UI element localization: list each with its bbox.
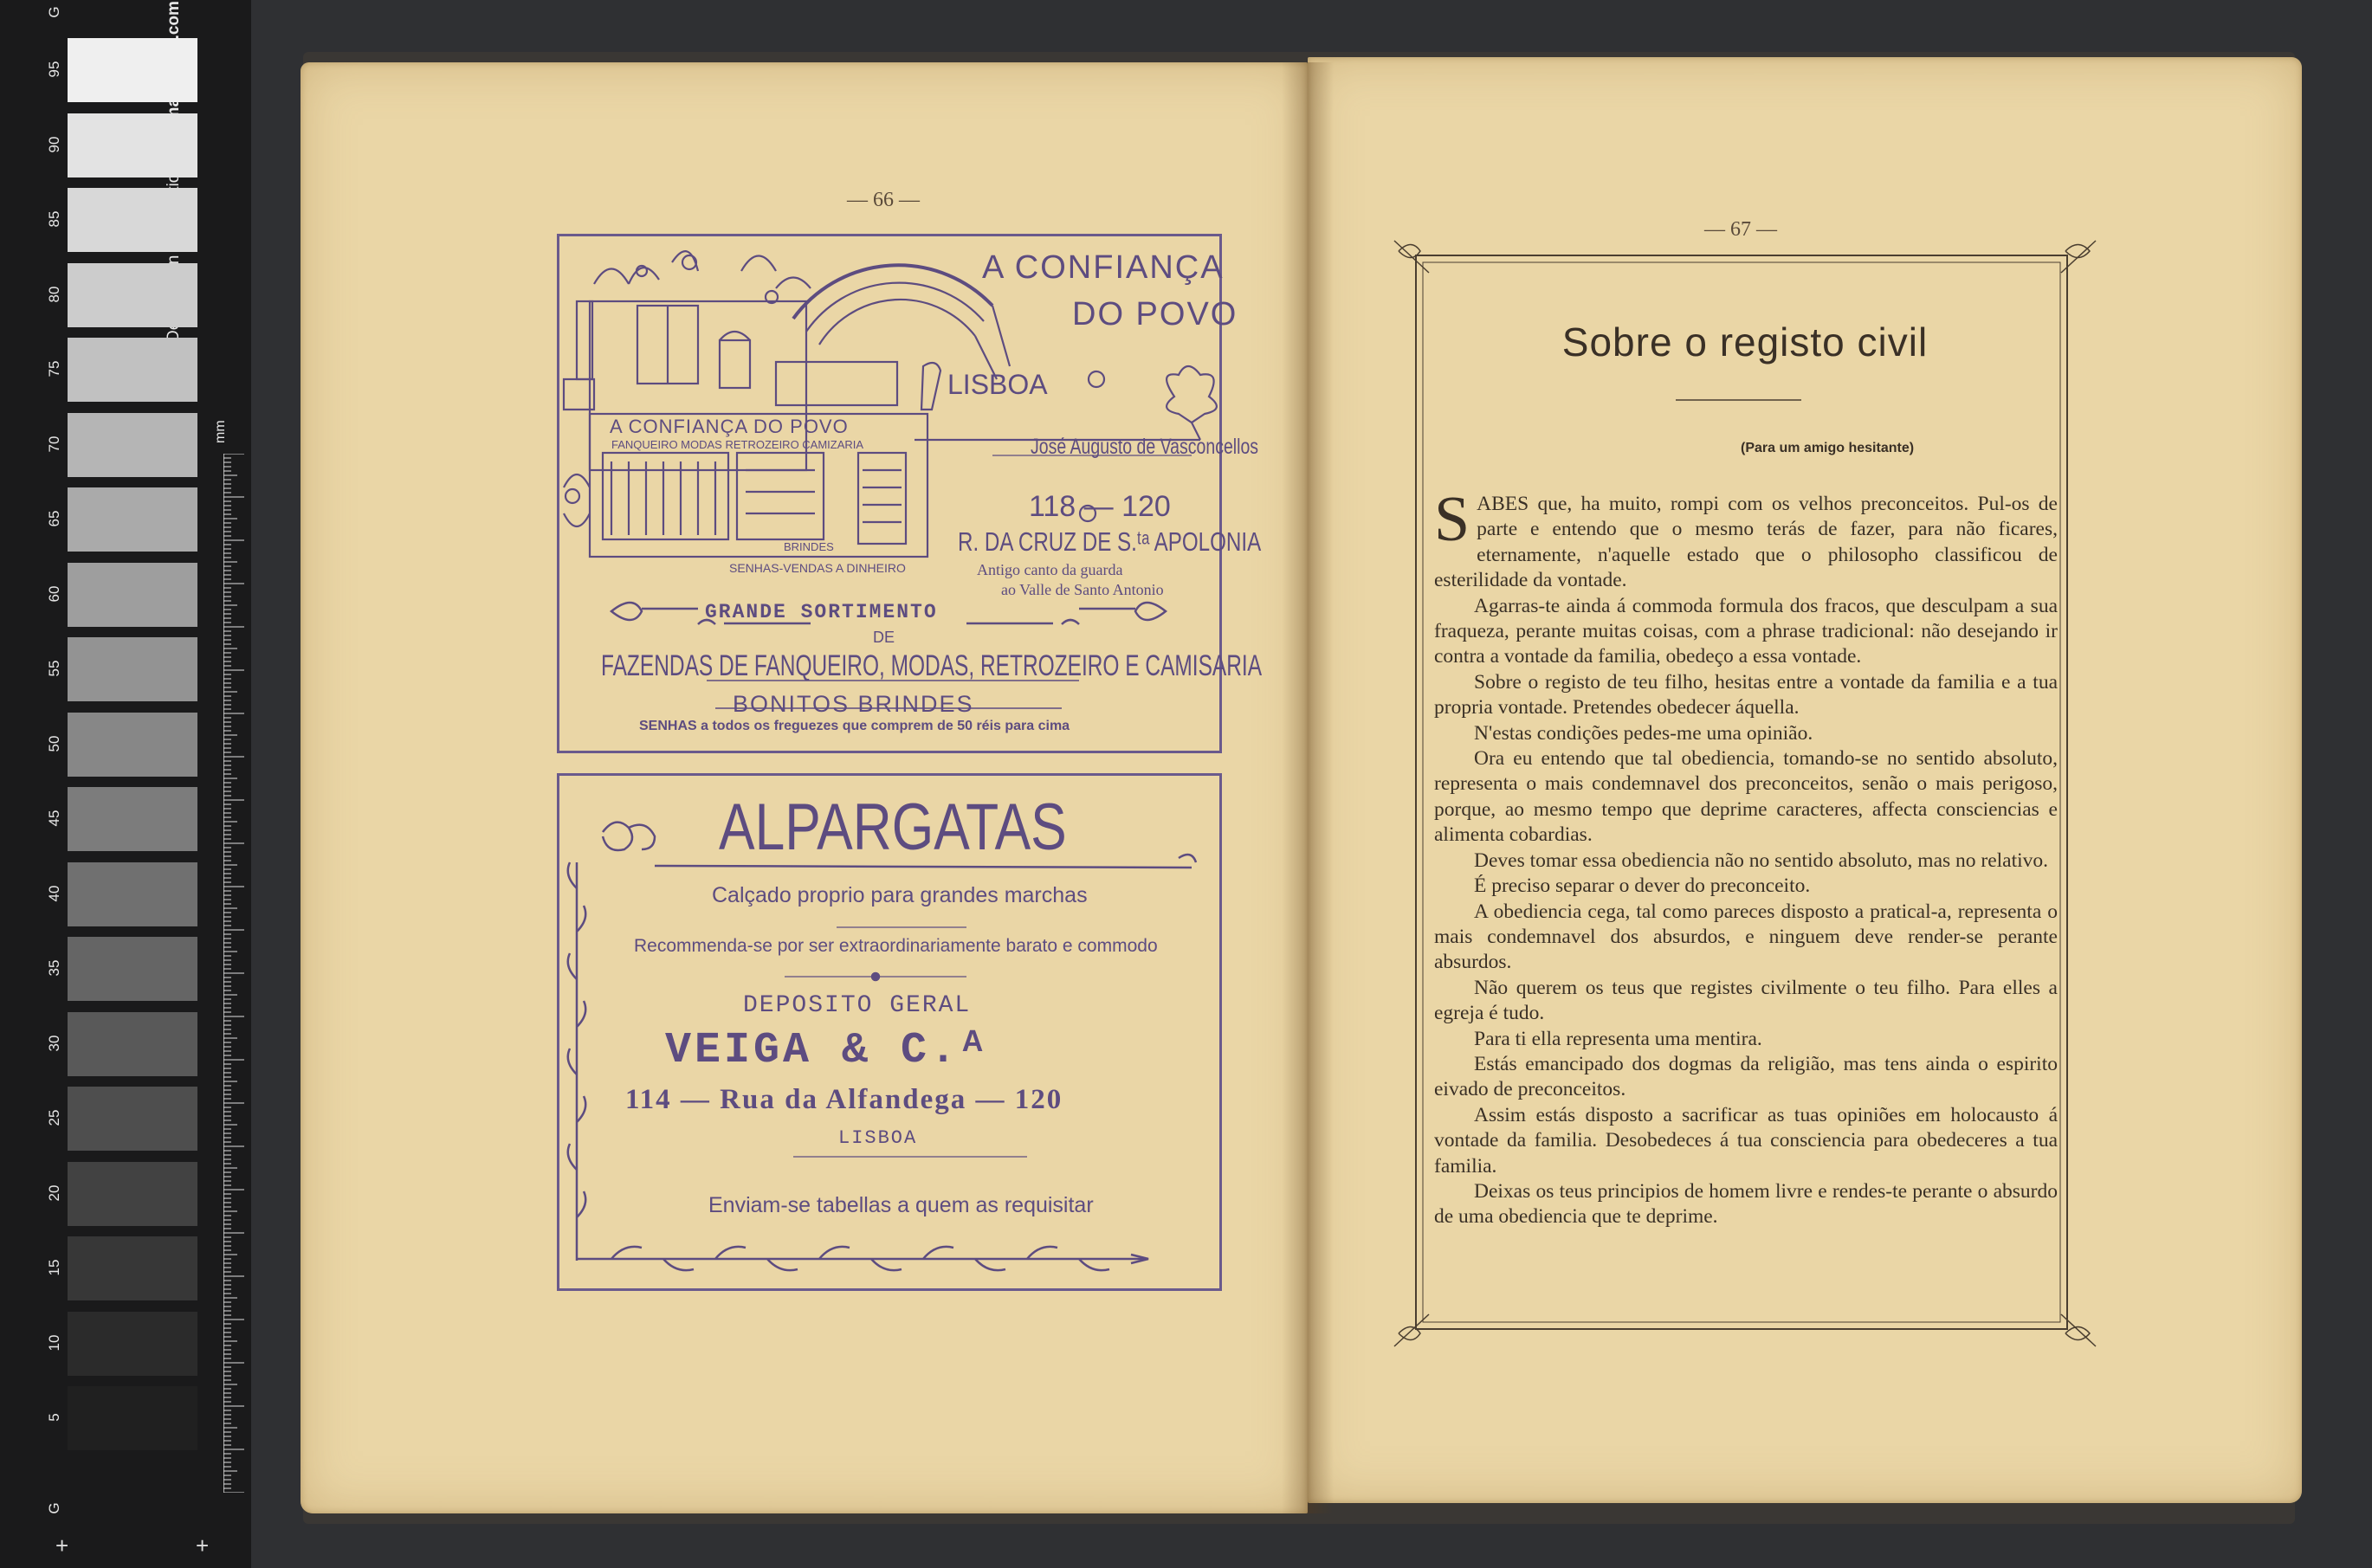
registration-mark-left: + (55, 1533, 69, 1558)
color-calibration-strip (0, 0, 251, 1568)
paragraph-7: É preciso separar o dever do preconceito. (1474, 874, 1811, 898)
book-gutter (1282, 62, 1334, 1513)
swatch-label: 30 (46, 1035, 62, 1051)
ad1-gifts: BONITOS BRINDES (733, 691, 974, 717)
swatch-label: 40 (46, 885, 62, 901)
swatch-label: 90 (46, 136, 62, 152)
article-subtitle: (Para um amigo hesitante) (1741, 441, 1915, 455)
swatch-label: 85 (46, 210, 62, 228)
ad1-banner-de: DE (873, 629, 895, 646)
gray-swatch (68, 338, 197, 402)
paragraph-8: A obediencia cega, tal como pareces disposto a pratical-a, representa o mais condemnavel dos absurdos, e ninguem deve render-se perante absurdos. (1434, 900, 2058, 974)
swatch-label: 75 (46, 360, 62, 377)
swatch-label: 95 (46, 61, 62, 78)
swatch-label: 55 (46, 660, 62, 677)
gray-swatch (68, 188, 197, 252)
ad1-brindes-sign: BRINDES (784, 540, 834, 553)
gray-swatch (68, 862, 197, 926)
gray-swatch (68, 113, 197, 177)
swatch-label: 65 (46, 510, 62, 527)
gray-swatch (68, 1087, 197, 1151)
swatch-label: 10 (46, 1334, 62, 1351)
paragraph-2: Agarras-te ainda á commoda formula dos fracos, que desculpam a sua fraqueza, perante muitas coisas, com a phrase tradicional: não desejando ir contra a vontade da familia, obedeço a essa vontade. (1434, 594, 2058, 668)
ad1-locator2: ao Valle de Santo Antonio (1001, 581, 1164, 598)
page-number-right: — 67 — (1704, 218, 1777, 241)
ad1-city-sign: LISBOA (947, 369, 1048, 400)
gray-swatch (68, 937, 197, 1001)
paragraph-9: Não querem os teus que registes civilmente o teu filho. Para elles a egreja é tudo. (1434, 976, 2058, 1025)
ad1-owner: José Augusto de Vasconcellos (1031, 435, 1259, 459)
ad1-locator1: Antigo canto da guarda (977, 561, 1123, 578)
swatch-label: 5 (46, 1413, 62, 1422)
strip-top-label: G (46, 6, 62, 18)
strip-bottom-label: G (46, 1502, 62, 1514)
gray-swatch (68, 263, 197, 327)
ad1-fineprint: SENHAS a todos os freguezes que comprem de 50 réis para cima (639, 719, 1070, 733)
mm-ruler (223, 454, 248, 1493)
gray-swatch (68, 637, 197, 701)
ad1-shop-subsign: FANQUEIRO MODAS RETROZEIRO CAMIZARIA (611, 438, 864, 451)
swatch-label: 15 (46, 1259, 62, 1276)
swatch-label: 70 (46, 436, 62, 452)
drop-cap: S (1434, 484, 1470, 555)
gray-swatch (68, 38, 197, 102)
ad1-number: 118 — 120 (1029, 490, 1171, 523)
paragraph-5: Ora eu entendo que tal obediencia, tomando-se no sentido absoluto, representa o mais condemnavel dos preconceitos, senão o mais perigoso, porque, ao mesmo tempo que deprime caracteres, affecta consciencias e alimenta cobardias. (1434, 747, 2058, 847)
ad2-city: LISBOA (838, 1127, 918, 1149)
paragraph-1: SABES que, ha muito, rompi com os velhos preconceitos. Pul-os de parte e entendo que o mesmo terás de fazer, para não ficares, eternamente, n'aquelle estado que o philosopho classificou de esterilidade da vontade. (1434, 484, 2058, 592)
paragraph-11: Estás emancipado dos dogmas da religião, mas tens ainda o espirito eivado de preconceitos. (1434, 1052, 2058, 1101)
gray-swatch (68, 563, 197, 627)
paragraph-3: Sobre o registo de teu filho, hesitas entre a vontade da familia e a tua propria vontade. Pretendes obedecer áquella. (1434, 670, 2058, 719)
gray-swatch (68, 413, 197, 477)
gray-swatch (68, 787, 197, 851)
gray-swatch (68, 487, 197, 552)
ad2-recommend: Recommenda-se por ser extraordinariamente barato e commodo (634, 936, 1158, 956)
gray-swatch (68, 1236, 197, 1300)
article-title: Sobre o registo civil (1561, 319, 1929, 365)
ad1-title-line1: A CONFIANÇA (982, 249, 1225, 286)
swatch-label: 80 (46, 286, 62, 302)
ad1-senhas-sign: SENHAS-VENDAS A DINHEIRO (729, 561, 906, 575)
ad1-title-line2: DO POVO (1072, 296, 1238, 332)
ad2-deposit: DEPOSITO GERAL (743, 992, 972, 1019)
ad2-address: 114 — Rua da Alfandega — 120 (625, 1084, 1063, 1115)
swatch-label: 20 (46, 1184, 62, 1201)
ad1-street: R. DA CRUZ DE S.ᵗᵃ APOLONIA (958, 526, 1262, 557)
swatch-label: 35 (46, 959, 62, 977)
swatch-label: 50 (46, 735, 62, 752)
paragraph-6: Deves tomar essa obediencia não no sentido absoluto, mas no relativo. (1474, 849, 2049, 872)
ad2-footer: Enviam-se tabellas a quem as requisitar (708, 1193, 1094, 1217)
ad2-firm: VEIGA & C.ᴬ (665, 1026, 990, 1075)
gray-swatch (68, 1012, 197, 1076)
ad1-banner: GRANDE SORTIMENTO (705, 601, 938, 623)
ad2-tagline: Calçado proprio para grandes marchas (712, 883, 1088, 907)
paragraph-4: N'estas condições pedes-me uma opinião. (1474, 721, 1813, 745)
page-number-left: — 66 — (847, 189, 920, 211)
swatch-label: 25 (46, 1109, 62, 1126)
ruler-unit-label: mm (213, 420, 228, 443)
ad1-shop-sign: A CONFIANÇA DO POVO (610, 416, 849, 437)
ad2-title: ALPARGATAS (719, 790, 1067, 864)
paragraph-12: Assim estás disposto a sacrificar as tuas opiniões em holocausto á vontade da familia. Desobedeces á tua consciencia para obedeceres a tua familia. (1434, 1103, 2058, 1178)
ad1-goods: FAZENDAS DE FANQUEIRO, MODAS, RETROZEIRO E CAMISARIA (601, 649, 1263, 682)
registration-mark-right: + (196, 1533, 210, 1558)
gray-swatch (68, 1162, 197, 1226)
gray-swatch (68, 1386, 197, 1450)
gray-swatch (68, 713, 197, 777)
article-body (1434, 484, 2058, 1230)
paragraph-10: Para ti ella representa uma mentira. (1474, 1027, 1762, 1050)
paragraph-13: Deixas os teus principios de homem livre e rendes-te perante o absurdo de uma obediencia que te deprime. (1434, 1179, 2058, 1229)
swatch-label: 45 (46, 810, 62, 827)
swatch-label: 60 (46, 585, 62, 602)
gray-swatch (68, 1312, 197, 1376)
